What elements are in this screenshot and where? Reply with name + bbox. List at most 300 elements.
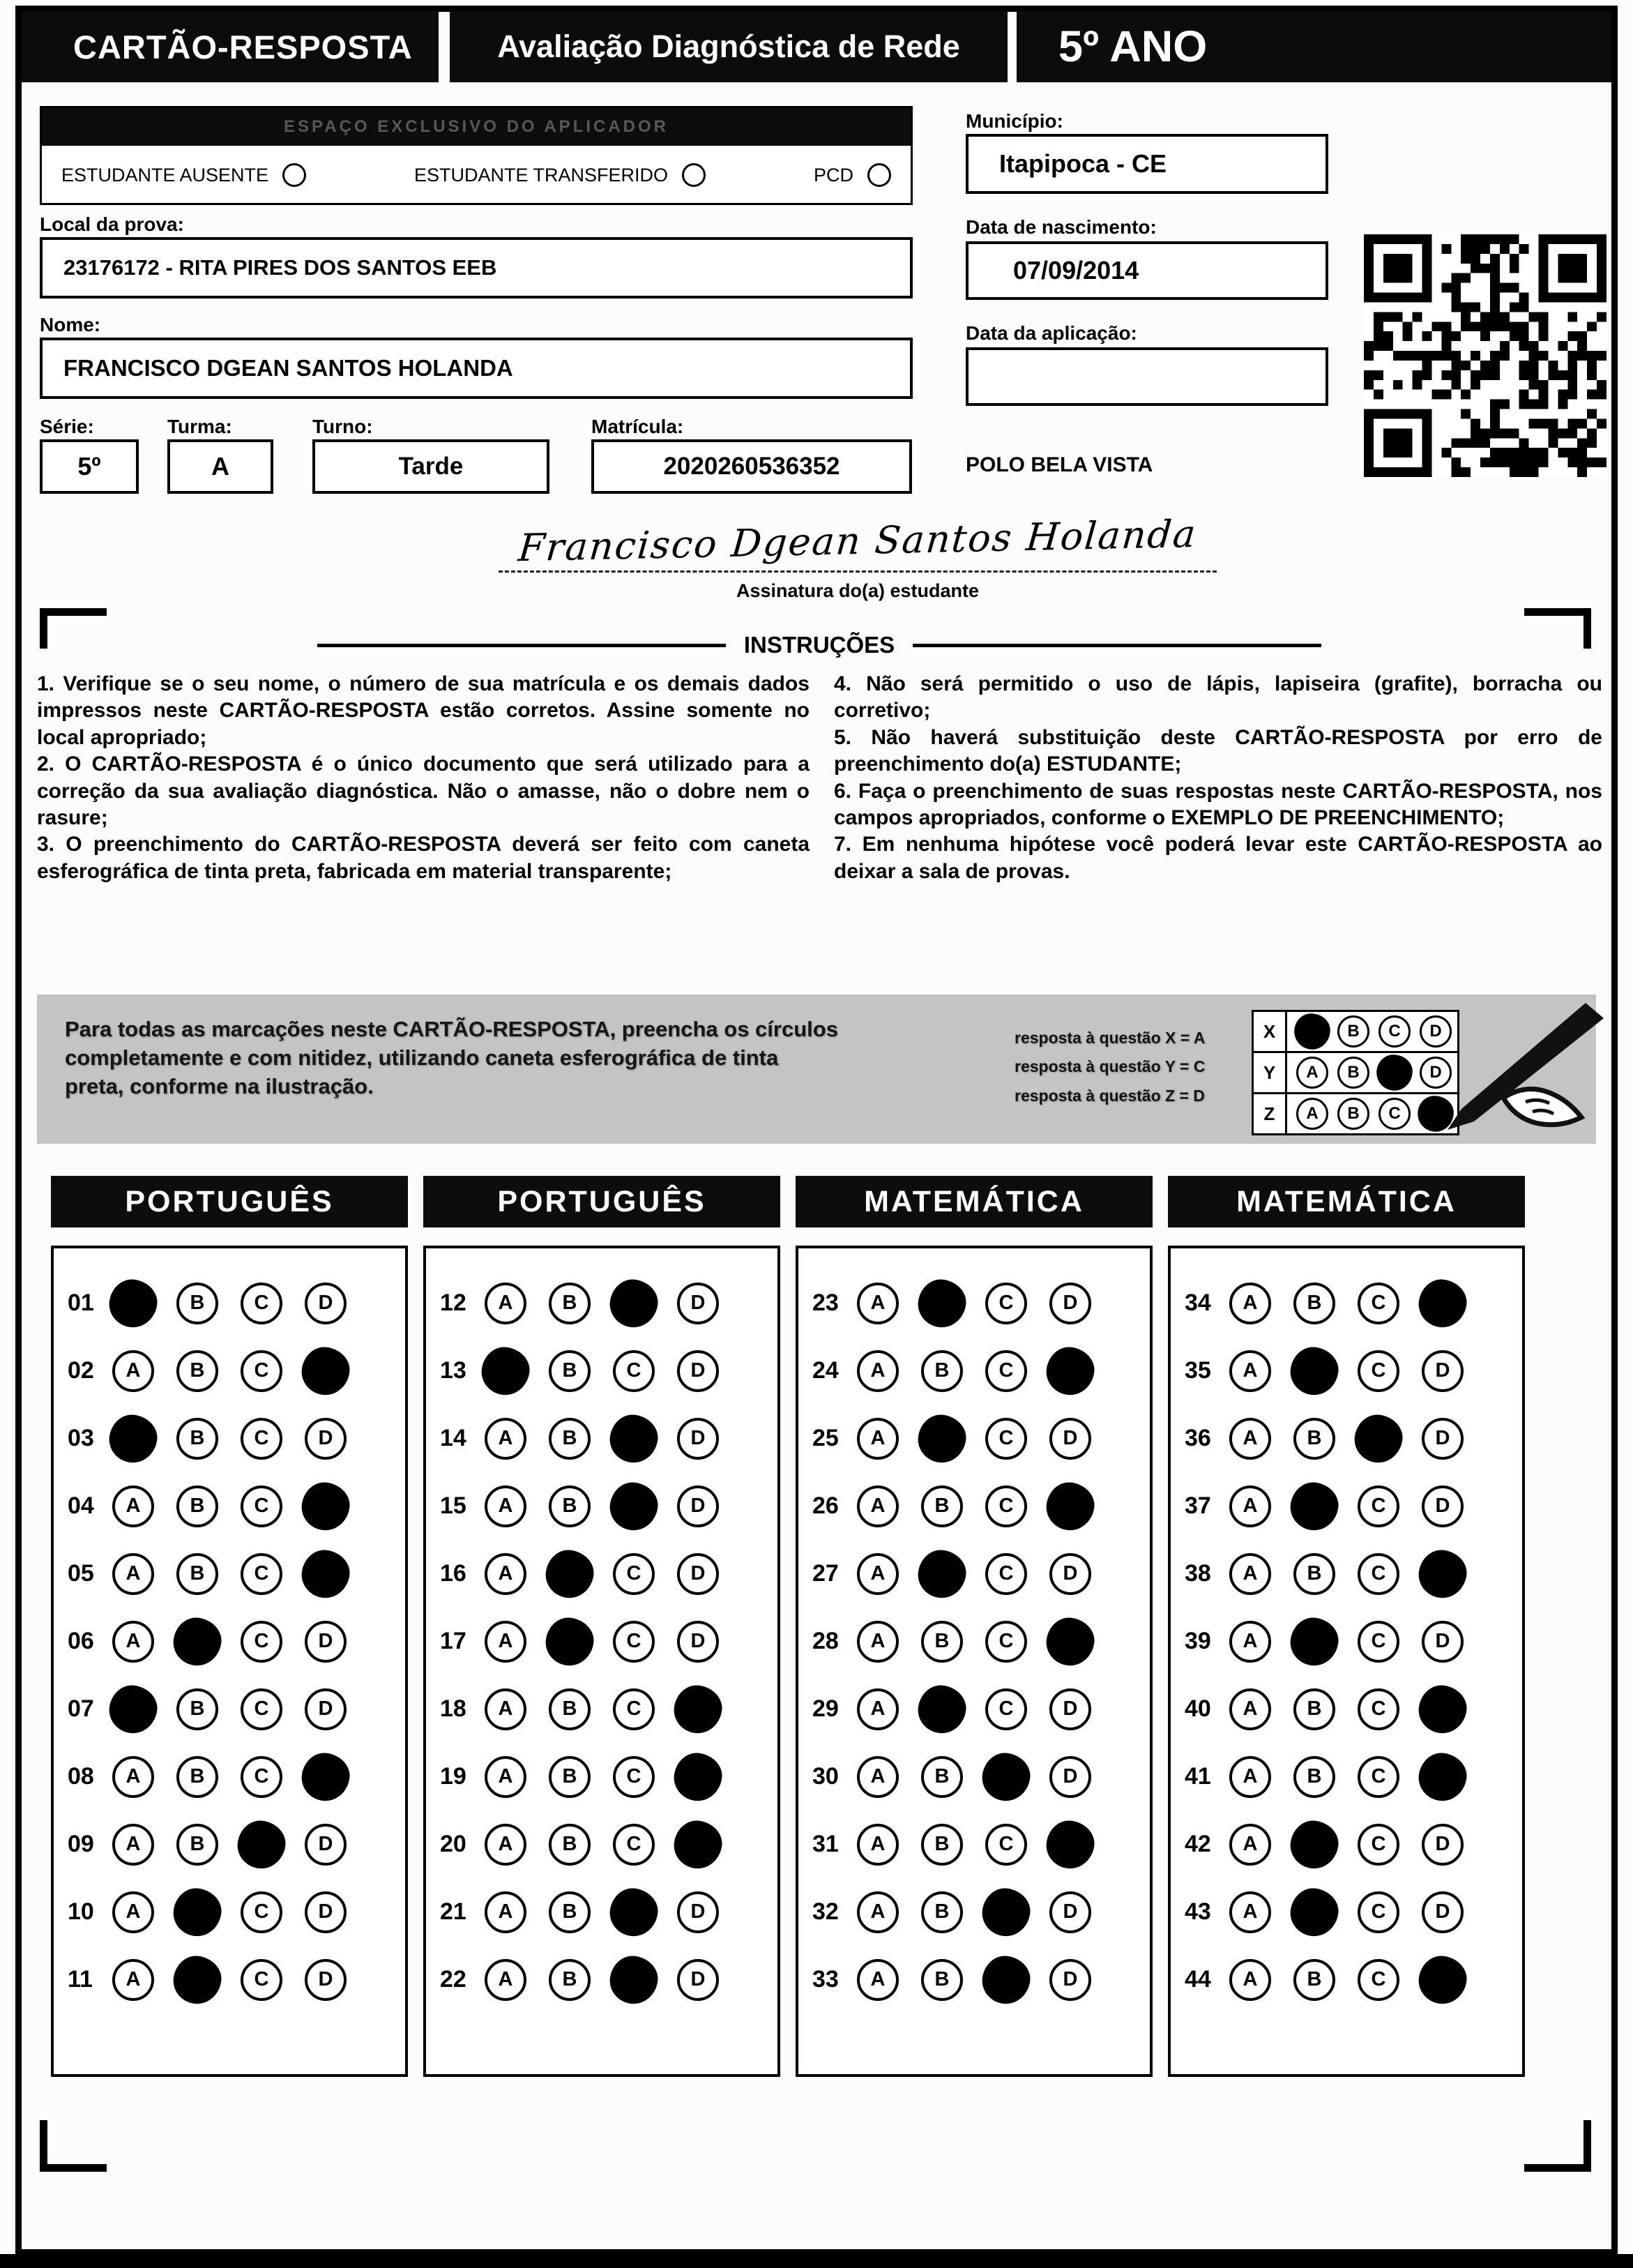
corner-mark-bottom-right [1524,2120,1591,2172]
bubble-C[interactable]: C [985,1553,1027,1595]
question-row [440,1405,777,1472]
bubble-D[interactable]: D [677,1350,719,1392]
bubble-B[interactable] [1287,1344,1341,1398]
bubble-D[interactable]: D [677,1283,719,1324]
example-band [37,995,1596,1144]
bubble-C[interactable]: C [985,1418,1027,1460]
bubble-A[interactable]: A [112,1350,154,1392]
bubble-B[interactable]: B [1293,1688,1335,1730]
assessment-title [450,11,1008,82]
question-number: 25 [812,1425,839,1451]
question-number: 34 [1185,1290,1211,1316]
grade-badge-text: 5º ANO [1058,22,1208,71]
question-number: 08 [68,1763,94,1790]
bubble-D[interactable]: D [1049,1418,1091,1460]
answer-grid [51,1246,408,2077]
bubble-B[interactable]: B [549,1756,591,1798]
bubble-B[interactable]: B [1293,1418,1335,1460]
bubble-A[interactable]: A [485,1418,526,1460]
bubble-B[interactable]: B [176,1418,218,1460]
bubble-B[interactable]: B [549,1891,591,1933]
bubble-C[interactable]: C [613,1553,655,1595]
bubble-D[interactable]: D [1422,1824,1464,1866]
question-number: 26 [812,1492,839,1519]
bubble-D[interactable] [1415,1953,1469,2006]
bubble-C[interactable]: C [1358,1621,1399,1663]
bubble-C[interactable]: C [613,1756,655,1798]
bubble-D[interactable]: D [1049,1283,1091,1324]
bubble-D[interactable]: D [1049,1891,1091,1933]
bubble-A[interactable] [106,1412,160,1465]
bubble-C[interactable]: C [1358,1485,1399,1527]
bubble-A[interactable]: A [857,1959,899,2001]
status-checkbox-row [42,146,911,204]
aplicador-bar [42,108,911,146]
bubble-C[interactable]: C [241,1350,282,1392]
example-legend [1015,1024,1205,1110]
bubble-A[interactable]: A [112,1553,154,1595]
bubble-B[interactable]: B [921,1485,963,1527]
question-row [1185,1405,1522,1472]
instruction-item: 5. Não haverá substituição deste CARTÃO-RESPOSTA por erro de preenchimento do(a) ESTUDANTE; [834,725,1602,776]
question-number: 13 [440,1357,466,1384]
bubble-B[interactable] [170,1885,224,1939]
question-row [1185,1608,1522,1675]
bubble-B[interactable]: B [549,1959,591,2001]
bubble-D[interactable]: D [1422,1891,1464,1933]
bubble-A[interactable]: A [1229,1418,1271,1460]
bubble-B[interactable]: B [1293,1553,1335,1595]
bubble-A[interactable]: A [1229,1553,1271,1595]
bubble-D[interactable]: D [1422,1350,1464,1392]
bubble-C[interactable]: C [241,1756,282,1798]
question-row [1185,1269,1522,1337]
aplicacao-value-box [966,347,1328,406]
bubble-C[interactable] [607,1276,660,1330]
question-row [68,1540,405,1608]
bubble-C[interactable]: C [613,1350,655,1392]
question-row [812,1608,1150,1675]
bubble-B[interactable]: B [549,1283,591,1324]
bubble-B[interactable] [170,1615,224,1668]
question-number: 39 [1185,1628,1211,1654]
bubble-A[interactable]: A [485,1485,526,1527]
transferido-label: ESTUDANTE TRANSFERIDO [414,164,669,186]
bubble-A[interactable] [106,1276,160,1330]
question-row [68,1810,405,1878]
bubble-A[interactable]: A [857,1824,899,1866]
subject-header: PORTUGUÊS [51,1176,408,1227]
bubble-C[interactable] [607,1479,660,1533]
instructions-left-column [37,671,810,885]
bubble-B[interactable]: B [921,1756,963,1798]
bubble-B[interactable]: B [921,1824,963,1866]
bubble-A[interactable]: A [857,1283,899,1324]
question-row [68,1472,405,1540]
question-row [812,1337,1150,1405]
instructions-title: INSTRUÇÕES [743,632,895,658]
divider-line [913,644,1321,647]
pcd-label: PCD [813,164,853,186]
serie-value-box: 5º [40,439,139,494]
pen-hand-illustration [1421,992,1630,1135]
bubble-B[interactable]: B [1293,1959,1335,2001]
bubble-C[interactable]: C [1358,1350,1399,1392]
question-number: 10 [68,1898,94,1925]
bubble-C[interactable]: C [985,1688,1027,1730]
bubble-C[interactable]: C [613,1824,655,1866]
bubble-B[interactable]: B [549,1350,591,1392]
bubble-D[interactable] [1415,1276,1469,1330]
bubble-B[interactable] [1287,1615,1341,1668]
bubble-C[interactable]: C [985,1621,1027,1663]
question-number: 20 [440,1831,466,1857]
bubble-A[interactable]: A [485,1553,526,1595]
bubble-B[interactable] [915,1547,969,1601]
nascimento-label: Data de nascimento: [966,216,1157,238]
example-bubble-B: B [1337,1098,1369,1130]
instruction-item: 2. O CARTÃO-RESPOSTA é o único documento que será utilizado para a correção da sua avaliação diagnóstica. Não o amasse, não o dobre nem o rasure; [37,753,810,829]
bubble-D[interactable]: D [1049,1553,1091,1595]
bubble-D[interactable] [1043,1817,1097,1871]
bubble-A[interactable]: A [1229,1485,1271,1527]
question-row [440,1675,777,1743]
bubble-D[interactable] [671,1750,724,1804]
bubble-D[interactable]: D [1049,1756,1091,1798]
bubble-C[interactable]: C [241,1891,282,1933]
question-number: 17 [440,1628,466,1654]
bubble-B[interactable] [542,1615,596,1668]
question-row [440,1269,777,1337]
bubble-C[interactable]: C [241,1553,282,1595]
question-number: 16 [440,1560,466,1587]
bubble-C[interactable] [607,1412,660,1465]
bubble-B[interactable]: B [176,1283,218,1324]
serie-label: Série: [40,416,94,437]
bubble-B[interactable]: B [1293,1283,1335,1324]
question-row [68,1675,405,1743]
polo-label: POLO BELA VISTA [966,453,1153,476]
bubble-B[interactable]: B [921,1959,963,2001]
example-bubble-C: C [1378,1015,1411,1048]
bubble-B[interactable]: B [176,1553,218,1595]
bubble-C[interactable]: C [241,1485,282,1527]
bubble-A[interactable]: A [1229,1688,1271,1730]
question-number: 19 [440,1763,466,1790]
ausente-label: ESTUDANTE AUSENTE [61,164,269,186]
bubble-B[interactable]: B [921,1891,963,1933]
bubble-C[interactable] [979,1953,1033,2006]
question-row [68,1946,405,2013]
bubble-D[interactable]: D [305,1824,347,1866]
bubble-B[interactable]: B [176,1824,218,1866]
bubble-A[interactable] [478,1344,532,1398]
bubble-C[interactable]: C [985,1824,1027,1866]
bubble-D[interactable]: D [677,1891,719,1933]
bubble-D[interactable]: D [305,1891,347,1933]
bubble-D[interactable]: D [1422,1418,1464,1460]
bubble-D[interactable]: D [1049,1688,1091,1730]
bubble-A[interactable]: A [112,1959,154,2001]
bubble-A[interactable]: A [857,1485,899,1527]
question-row [1185,1946,1522,2013]
bubble-D[interactable]: D [1422,1621,1464,1663]
bubble-D[interactable] [1043,1615,1097,1668]
bubble-A[interactable]: A [857,1621,899,1663]
bubble-D[interactable]: D [305,1283,347,1324]
sheet-title-text: CARTÃO-RESPOSTA [73,28,413,66]
instruction-item: 1. Verifique se o seu nome, o número de sua matrícula e os demais dados impressos neste CARTÃO-RESPOSTA estão corretos. Assine somente no local apropriado; [37,672,810,749]
bubble-B[interactable]: B [921,1350,963,1392]
bubble-B[interactable]: B [549,1418,591,1460]
question-number: 14 [440,1425,466,1451]
answer-grid [796,1246,1153,2077]
bubble-C[interactable]: C [1358,1824,1399,1866]
bubble-C[interactable] [607,1953,660,2006]
bubble-D[interactable] [1415,1750,1469,1804]
legend-line: resposta à questão Z = D [1015,1086,1205,1105]
question-number: 02 [68,1357,94,1384]
question-row [440,1472,777,1540]
answer-column-matematica-1 [796,1176,1153,2077]
bubble-A[interactable]: A [485,1891,526,1933]
question-row [68,1269,405,1337]
bubble-D[interactable] [1415,1682,1469,1736]
example-text: Para todas as marcações neste CARTÃO-RESPOSTA, preencha os círculos completamente e com nitidez, utilizando caneta esferográfica de tinta preta, conforme na ilustração. [65,1017,838,1098]
bubble-D[interactable] [298,1750,352,1804]
bubble-D[interactable] [298,1479,352,1533]
question-number: 09 [68,1831,94,1857]
subject-header: MATEMÁTICA [796,1176,1153,1227]
bubble-B[interactable]: B [549,1485,591,1527]
bubble-A[interactable]: A [485,1621,526,1663]
example-bubble-A: A [1296,1098,1328,1130]
checkbox-estudante-transferido [414,163,706,187]
bubble-D[interactable]: D [305,1959,347,2001]
question-row [68,1878,405,1946]
instruction-item: 7. Em nenhuma hipótese você poderá levar este CARTÃO-RESPOSTA ao deixar a sala de provas. [834,833,1602,883]
ausente-bubble[interactable] [282,163,306,187]
signature-line[interactable] [499,570,1217,573]
divider-line [317,644,726,647]
nome-value-box: FRANCISCO DGEAN SANTOS HOLANDA [40,338,913,399]
bubble-A[interactable]: A [857,1756,899,1798]
bubble-A[interactable]: A [857,1688,899,1730]
pcd-bubble[interactable] [867,163,891,187]
bubble-A[interactable]: A [112,1891,154,1933]
bubble-D[interactable]: D [677,1418,719,1460]
question-number: 38 [1185,1560,1211,1587]
bubble-B[interactable]: B [176,1688,218,1730]
bubble-C[interactable]: C [1358,1756,1399,1798]
nascimento-value-box: 07/09/2014 [966,241,1328,300]
bubble-A[interactable]: A [1229,1283,1271,1324]
question-row [68,1608,405,1675]
bubble-B[interactable]: B [549,1824,591,1866]
bubble-D[interactable] [298,1344,352,1398]
bubble-C[interactable]: C [241,1688,282,1730]
bubble-C[interactable]: C [1358,1688,1399,1730]
bubble-A[interactable]: A [485,1959,526,2001]
bubble-A[interactable]: A [485,1283,526,1324]
question-number: 24 [812,1357,839,1384]
bubble-C[interactable]: C [985,1485,1027,1527]
bubble-C[interactable]: C [1358,1553,1399,1595]
local-value-box: 23176172 - RITA PIRES DOS SANTOS EEB [40,237,913,298]
bubble-D[interactable]: D [1049,1959,1091,2001]
example-bubble-A [1294,1013,1330,1050]
bubble-C[interactable]: C [241,1283,282,1324]
bubble-C[interactable]: C [241,1621,282,1663]
bubble-A[interactable]: A [857,1350,899,1392]
bubble-A[interactable]: A [112,1756,154,1798]
aplicador-bar-text: ESPAÇO EXCLUSIVO DO APLICADOR [283,117,669,136]
question-number: 28 [812,1628,839,1654]
subject-header: MATEMÁTICA [1168,1176,1525,1227]
question-row [68,1405,405,1472]
bubble-A[interactable]: A [112,1485,154,1527]
sheet-title [22,11,439,82]
question-row [812,1946,1150,2013]
question-number: 12 [440,1290,466,1316]
bubble-B[interactable]: B [176,1350,218,1392]
instruction-item: 6. Faça o preenchimento de suas respostas neste CARTÃO-RESPOSTA, nos campos apropriados, conforme o EXEMPLO DE PREENCHIMENTO; [834,779,1602,829]
legend-line: resposta à questão X = A [1015,1029,1206,1047]
bubble-B[interactable] [170,1953,224,2006]
bubble-B[interactable]: B [921,1621,963,1663]
instruction-item: 3. O preenchimento do CARTÃO-RESPOSTA deverá ser feito com caneta esferográfica de tinta preta, fabricada em material transparente; [37,833,810,883]
bubble-C[interactable]: C [1358,1891,1399,1933]
bubble-D[interactable]: D [1422,1485,1464,1527]
turno-value-box: Tarde [312,439,549,494]
legend-line: resposta à questão Y = C [1015,1057,1206,1076]
question-number: 07 [68,1695,94,1722]
bubble-A[interactable]: A [857,1891,899,1933]
bubble-C[interactable]: C [1358,1959,1399,2001]
instructions-right-column [834,671,1602,885]
bubble-C[interactable] [979,1885,1033,1939]
bubble-C[interactable]: C [985,1283,1027,1324]
bubble-D[interactable]: D [305,1621,347,1663]
question-number: 22 [440,1966,466,1993]
bubble-A[interactable]: A [485,1824,526,1866]
bubble-C[interactable]: C [241,1959,282,2001]
bubble-D[interactable] [1043,1344,1097,1398]
bubble-D[interactable]: D [677,1553,719,1595]
bubble-A[interactable]: A [485,1688,526,1730]
bubble-A[interactable]: A [1229,1824,1271,1866]
bubble-B[interactable] [915,1682,969,1736]
turno-label: Turno: [312,416,373,437]
grade-badge [1017,11,1611,82]
bubble-C[interactable]: C [613,1621,655,1663]
bubble-B[interactable] [915,1276,969,1330]
assessment-title-text: Avaliação Diagnóstica de Rede [497,29,960,64]
bubble-D[interactable] [1043,1479,1097,1533]
aplicacao-label: Data da aplicação: [966,322,1137,344]
question-number: 15 [440,1492,466,1519]
bubble-D[interactable]: D [677,1621,719,1663]
bubble-A[interactable]: A [485,1756,526,1798]
bubble-B[interactable] [542,1547,596,1601]
bubble-D[interactable]: D [677,1959,719,2001]
bubble-D[interactable] [671,1817,724,1871]
bubble-D[interactable] [671,1682,724,1736]
question-row [440,1540,777,1608]
example-question-label: Y [1254,1053,1287,1092]
bubble-C[interactable]: C [1358,1283,1399,1324]
question-row [440,1743,777,1810]
bubble-A[interactable]: A [112,1621,154,1663]
bubble-A[interactable]: A [857,1553,899,1595]
bubble-A[interactable]: A [1229,1891,1271,1933]
bubble-D[interactable] [1415,1547,1469,1601]
bubble-A[interactable]: A [857,1418,899,1460]
checkbox-estudante-ausente [61,163,306,187]
question-number: 30 [812,1763,839,1790]
bubble-B[interactable]: B [176,1485,218,1527]
question-row [1185,1743,1522,1810]
question-row [1185,1540,1522,1608]
question-number: 31 [812,1831,839,1857]
bubble-C[interactable]: C [985,1350,1027,1392]
question-row [1185,1810,1522,1878]
bubble-C[interactable] [979,1750,1033,1804]
bubble-B[interactable]: B [176,1756,218,1798]
question-number: 36 [1185,1425,1211,1451]
question-number: 11 [68,1966,93,1993]
question-number: 42 [1185,1831,1211,1857]
bubble-D[interactable]: D [305,1418,347,1460]
bubble-C[interactable] [607,1885,660,1939]
bubble-C[interactable]: C [613,1688,655,1730]
question-row [1185,1878,1522,1946]
bubble-A[interactable]: A [1229,1756,1271,1798]
example-question-label: X [1254,1012,1287,1051]
bubble-B[interactable]: B [1293,1756,1335,1798]
transferido-bubble[interactable] [682,163,706,187]
bubble-D[interactable]: D [305,1688,347,1730]
bubble-A[interactable] [106,1682,160,1736]
question-row [812,1405,1150,1472]
question-number: 06 [68,1628,94,1654]
bubble-A[interactable]: A [1229,1350,1271,1392]
question-row [812,1269,1150,1337]
bubble-D[interactable] [298,1547,352,1601]
question-row [812,1540,1150,1608]
aplicador-section [40,106,913,205]
bubble-B[interactable] [1287,1817,1341,1871]
question-row [812,1878,1150,1946]
bubble-B[interactable] [915,1412,969,1465]
bubble-B[interactable] [1287,1479,1341,1533]
bubble-D[interactable]: D [677,1485,719,1527]
bubble-C[interactable] [1351,1412,1405,1465]
bubble-B[interactable] [1287,1885,1341,1939]
bubble-C[interactable]: C [241,1418,282,1460]
bubble-C[interactable] [234,1817,288,1871]
example-bubble-C: C [1378,1098,1411,1130]
bubble-A[interactable]: A [1229,1959,1271,2001]
question-number: 41 [1185,1763,1211,1790]
bubble-A[interactable]: A [112,1824,154,1866]
answer-grid [1168,1246,1525,2077]
corner-mark-bottom-left [40,2120,107,2172]
nome-label: Nome: [40,314,101,335]
bubble-A[interactable]: A [1229,1621,1271,1663]
question-row [812,1675,1150,1743]
bubble-B[interactable]: B [549,1688,591,1730]
